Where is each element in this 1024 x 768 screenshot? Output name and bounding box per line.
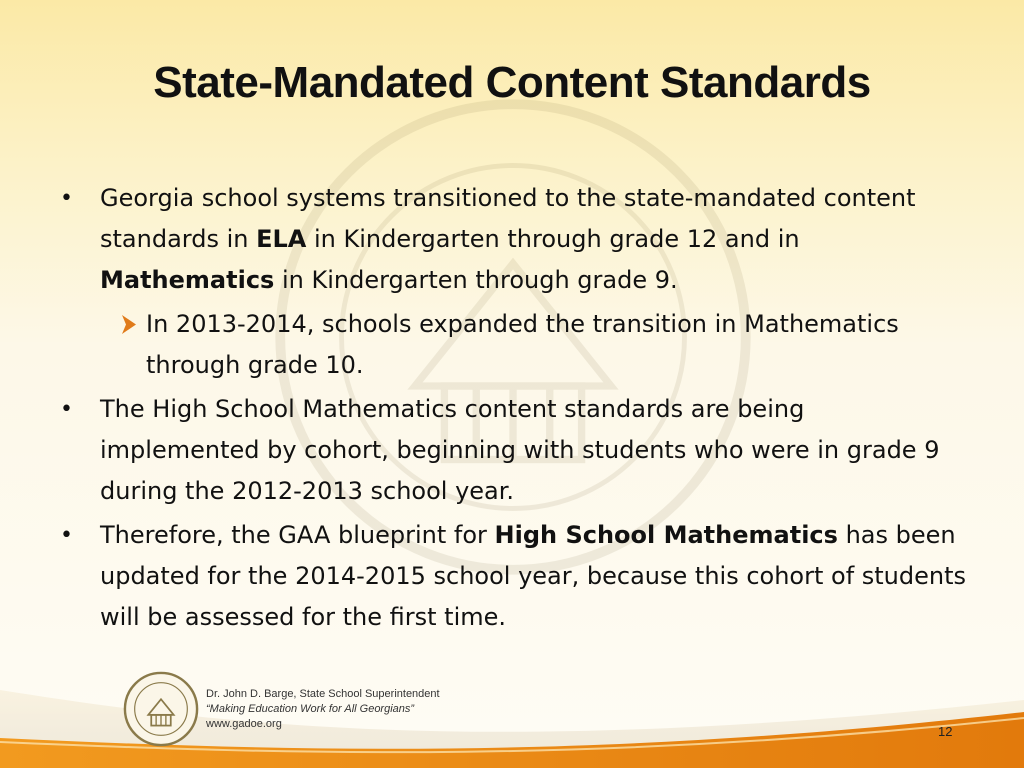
footer-motto: “Making Education Work for All Georgians” [206,703,415,715]
bullet-dot-icon: • [60,523,73,548]
bullet-item [60,515,970,638]
bullet-list [60,178,970,641]
bullet-text: Georgia school systems transitioned to the state-mandated content standards in ELA in Kindergarten through grade 12 and in Mathematics in Kindergarten through grade 9. [100,184,916,294]
bullet-item [60,389,970,512]
georgia-department-of-education-seal-icon [122,670,200,748]
footer-superintendent: Dr. John D. Barge, State School Superintendent [206,688,440,700]
footer-website-link[interactable]: www.gadoe.org [206,718,282,730]
sub-bullet-text: In 2013-2014, schools expanded the transition in Mathematics through grade 10. [146,310,899,379]
sub-bullet-item [60,304,970,386]
page-number: 12 [938,724,953,739]
bullet-text: The High School Mathematics content standards are being implemented by cohort, beginning with students who were in grade 9 during the 2012-2013 school year. [100,395,940,505]
arrow-bullet-icon [118,304,142,345]
slide-title: State-Mandated Content Standards [153,58,871,107]
bullet-text: Therefore, the GAA blueprint for High School Mathematics has been updated for the 2014-2015 school year, because this cohort of students will be assessed for the first time. [100,521,967,631]
bullet-dot-icon: • [60,397,73,422]
bullet-dot-icon: • [60,186,73,211]
bullet-item [60,178,970,301]
footer-credit [206,687,440,732]
